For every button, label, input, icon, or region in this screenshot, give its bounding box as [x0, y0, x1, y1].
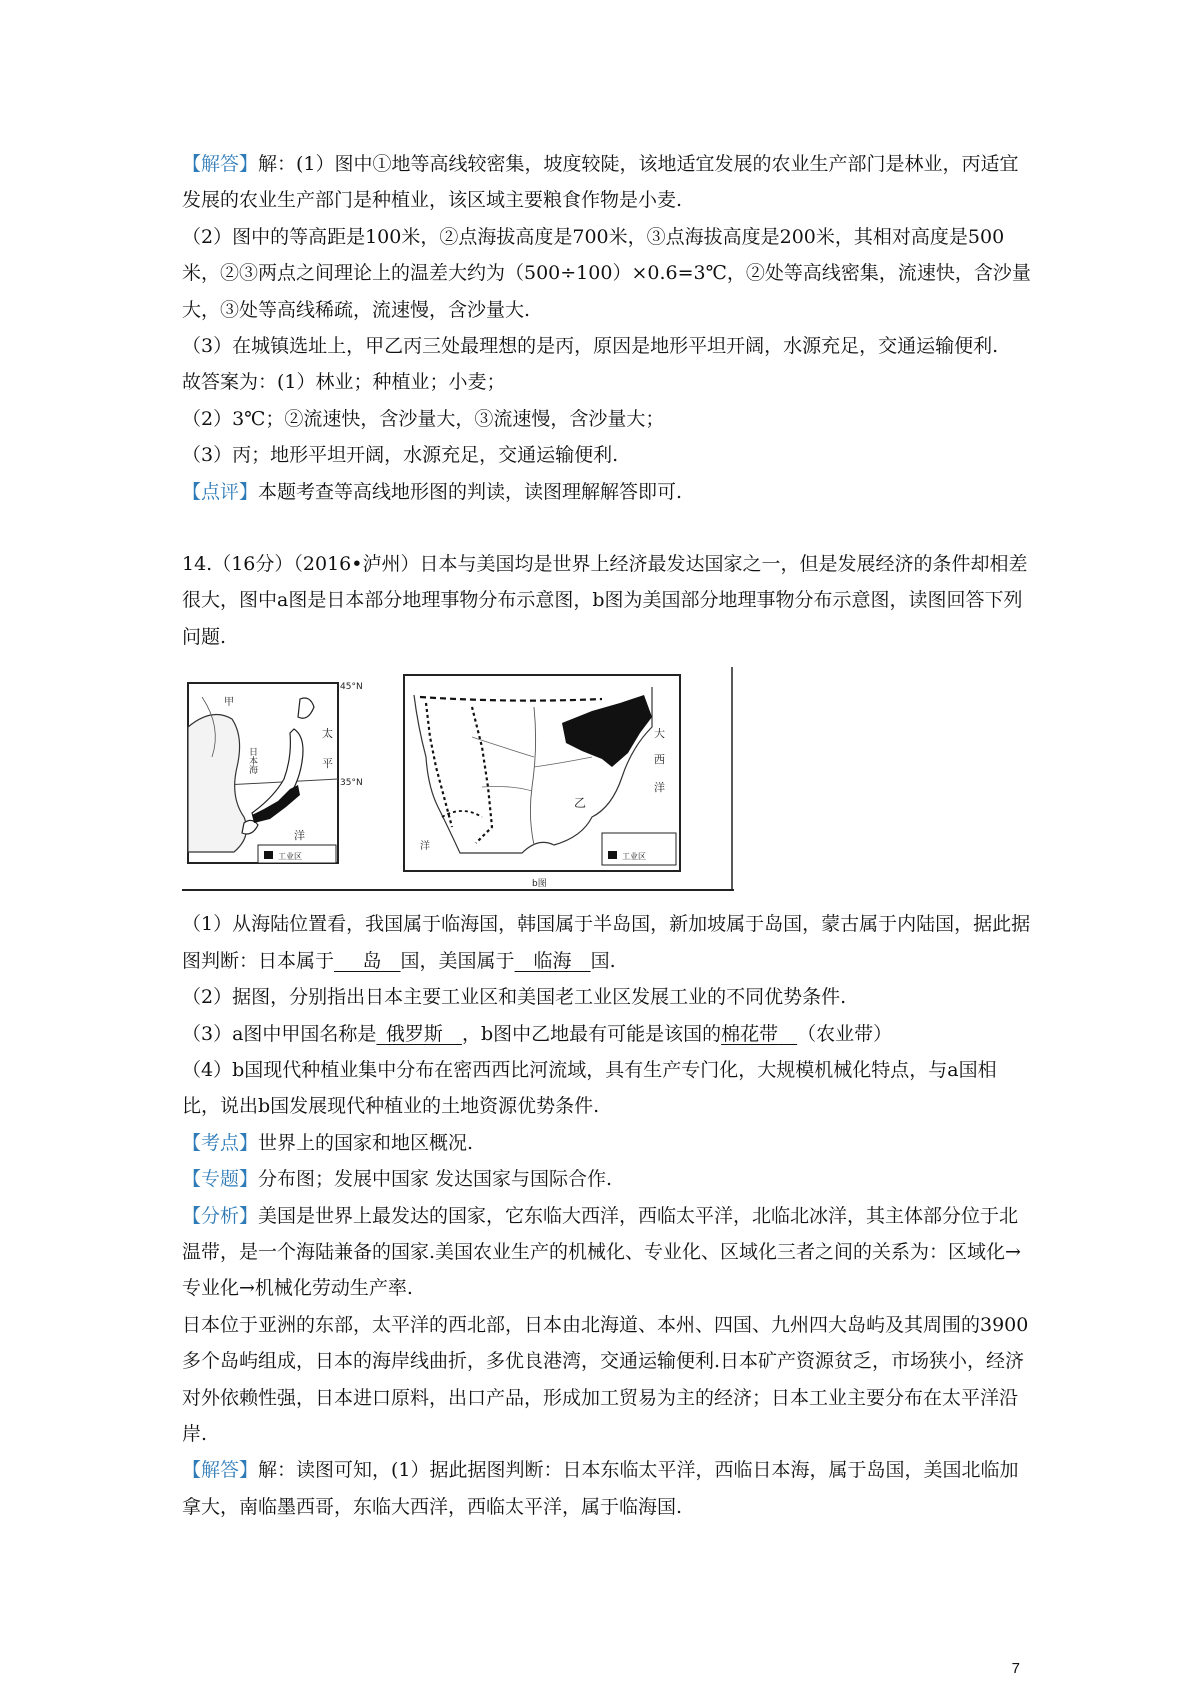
answer-summary-3: （3）丙；地形平坦开阔，水源充足，交通运输便利. — [182, 444, 619, 467]
map-b-label-xi: 西 — [654, 753, 665, 767]
spacer — [182, 510, 1032, 546]
sub3-answer-1-text: 俄罗斯 — [385, 1022, 443, 1045]
map-b-label-yang2: 洋 — [420, 841, 430, 853]
zhuanti-paragraph — [182, 1161, 1032, 1197]
page-content — [182, 146, 1032, 1525]
page-number: 7 — [1011, 1660, 1020, 1677]
map-a-lat-45: 45°N — [340, 682, 363, 693]
sub3-text: （3）a图中甲国名称是 — [182, 1022, 377, 1045]
map-b-mississippi — [530, 707, 535, 845]
answer-text: 解：(1）图中①地等高线较密集，坡度较陡，该地适宜发展的农业生产部门是林业，丙适宜发展的农业生产部门是种植业，该区域主要粮食作物是小麦. — [182, 153, 1019, 212]
map-a-lat-35: 35°N — [340, 778, 363, 789]
map-b-border-line — [420, 697, 602, 701]
map-b-caption: b图 — [532, 879, 547, 890]
sub-question-1 — [182, 906, 1032, 979]
map-b-legend-text: 工业区 — [622, 852, 646, 862]
map-a-japan — [188, 682, 363, 863]
map-b-legend-swatch — [608, 851, 617, 859]
answer-paragraph-1 — [182, 146, 1032, 219]
question-14-stem: 14.（16分）（2016•泸州）日本与美国均是世界上经济最发达国家之一，但是发展经济的条件却相差很大，图中a图是日本部分地理事物分布示意图，b图为美国部分地理事物分布示意图，读图回答下列问题. — [182, 553, 1028, 648]
maps-illustration — [182, 667, 742, 892]
sub1-answer-2-text: 临海 — [533, 949, 572, 972]
map-a-label-jia: 甲 — [224, 697, 234, 709]
kaodian-tag: 【考点】 — [182, 1131, 259, 1154]
answer-summary-2: （2）3℃；②流速快，含沙量大，③流速慢，含沙量大； — [182, 407, 665, 430]
map-b-label-da: 大 — [654, 727, 665, 741]
comment-tag: 【点评】 — [182, 480, 259, 503]
map-a-hokkaido — [298, 698, 314, 718]
sub1-mid-text: 国，美国属于 — [400, 949, 515, 972]
answer-summary: 故答案为：(1）林业；种植业；小麦； — [182, 371, 506, 394]
map-a-legend-text: 工业区 — [278, 852, 302, 862]
sub3-post-text: （农业带） — [797, 1022, 893, 1045]
answer-tag: 【解答】 — [182, 153, 259, 175]
fenxi-text: 美国是世界上最发达的国家，它东临大西洋，西临太平洋，北临北冰洋，其主体部分位于北温带，是一个海陆兼备的国家.美国农业生产的机械化、专业化、区域化三者之间的关系为：区域化→专业化→机械化劳动生产率. — [182, 1204, 1021, 1300]
answer-paragraph-2: （2）图中的等高距是100米，②点海拔高度是700米，③点海拔高度是200米，其相对高度是500米，②③两点之间理论上的温差大约为（500÷100）×0.6=3℃，②处等高线密集，流速快，含沙量大，③处等高线稀疏，流速慢，含沙量大. — [182, 225, 1031, 321]
sub3-answer-2 — [721, 1023, 797, 1045]
map-b-label-yi: 乙 — [574, 796, 587, 811]
map-a-label-tai: 太 — [322, 727, 333, 741]
sub-question-3 — [182, 1016, 1032, 1052]
sub1-answer-1-text: 岛 — [362, 949, 382, 972]
map-a-label-yang: 洋 — [294, 829, 305, 843]
fenxi-paragraph — [182, 1198, 1032, 1307]
sub-question-4: （4）b国现代种植业集中分布在密西西比河流域，具有生产专门化，大规模机械化特点，与a国相比，说出b国发展现代种植业的土地资源优势条件. — [182, 1058, 997, 1118]
map-a-mainland — [188, 715, 246, 853]
sub3-answer-2-text: 棉花带 — [721, 1022, 779, 1045]
sub1-answer-1 — [334, 950, 401, 972]
sub3-answer-1 — [376, 1023, 462, 1045]
sub1-text: （1）从海陆位置看，我国属于临海国，韩国属于半岛国，新加坡属于岛国，蒙古属于内陆国，据此据图判断：日本属于 — [182, 913, 1031, 972]
map-a-label-japan-sea: 日本海 — [247, 747, 257, 775]
answer2-tag: 【解答】 — [182, 1459, 259, 1482]
fenxi-paragraph-2: 日本位于亚洲的东部，太平洋的西北部，日本由北海道、本州、四国、九州四大岛屿及其周围的3900多个岛屿组成，日本的海岸线曲折，多优良港湾，交通运输便利.日本矿产资源贫乏，市场狭小，经济对外依赖性强，日本进口原料，出口产品，形成加工贸易为主的经济；日本工业主要分布在太平洋沿岸. — [182, 1313, 1029, 1445]
comment-paragraph — [182, 474, 1032, 510]
map-a-legend-swatch — [264, 851, 273, 859]
sub1-post-text: 国. — [590, 949, 616, 972]
map-a-label-ping: 平 — [322, 757, 333, 771]
sub-question-2: （2）据图，分别指出日本主要工业区和美国老工业区发展工业的不同优势条件. — [182, 986, 847, 1009]
kaodian-paragraph — [182, 1125, 1032, 1161]
map-b-label-yang: 洋 — [654, 781, 665, 795]
fenxi-tag: 【分析】 — [182, 1204, 259, 1227]
answer-paragraph-3: （3）在城镇选址上，甲乙丙三处最理想的是丙，原因是地形平坦开阔，水源充足，交通运输便利. — [182, 335, 999, 358]
comment-text: 本题考查等高线地形图的判读，读图理解解答即可. — [258, 480, 683, 503]
map-b-industrial-region — [562, 695, 652, 767]
zhuanti-tag: 【专题】 — [182, 1168, 259, 1191]
answer2-paragraph — [182, 1452, 1032, 1525]
kaodian-text: 世界上的国家和地区概况. — [258, 1131, 474, 1154]
sub1-answer-2 — [515, 950, 591, 972]
answer2-text: 解：读图可知，(1）据此据图判断：日本东临太平洋，西临日本海，属于岛国，美国北临加拿大，南临墨西哥，东临大西洋，西临太平洋，属于临海国. — [182, 1459, 1019, 1518]
sub3-mid-text: ，b图中乙地最有可能是该国的 — [461, 1022, 722, 1045]
question-figure — [182, 667, 1032, 892]
zhuanti-text: 分布图；发展中国家 发达国家与国际合作. — [258, 1168, 613, 1191]
map-b-rocky-line — [472, 707, 492, 843]
map-b-usa — [404, 675, 680, 889]
